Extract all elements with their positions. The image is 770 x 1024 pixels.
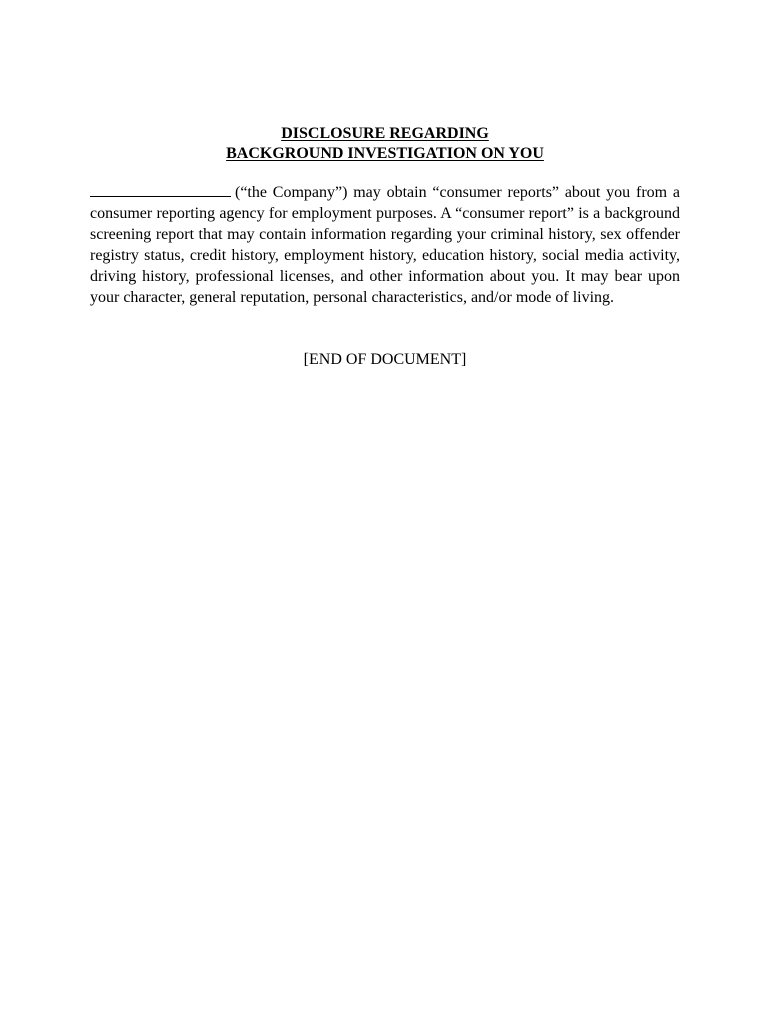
disclosure-paragraph: [90, 182, 680, 308]
document-title: [90, 124, 680, 164]
end-of-document: [END OF DOCUMENT]: [303, 351, 467, 368]
title-line-1: DISCLOSURE REGARDING: [281, 125, 489, 142]
title-line-2: BACKGROUND INVESTIGATION ON YOU: [226, 145, 544, 162]
company-name-blank[interactable]: [90, 182, 231, 197]
disclosure-text: (“the Company”) may obtain “consumer reports” about you from a consumer reporting agency for employment purposes. A “consumer report” is a background screening report that may contain information regarding your criminal history, sex offender registry status, credit history, employment history, education history, social media activity, driving history, professional licenses, and other information about you. It may bear upon your character, general reputation, personal characteristics, and/or mode of living.: [90, 184, 680, 306]
